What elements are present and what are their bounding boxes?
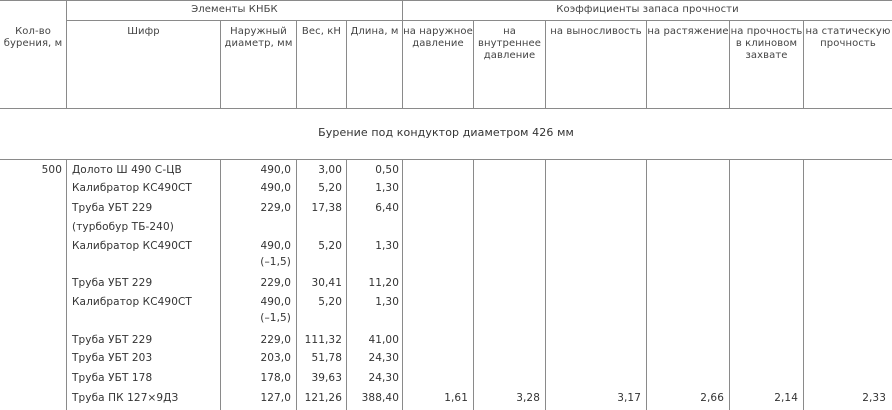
row-diameter: 490,0 (260, 296, 291, 308)
row-length: 1,30 (375, 182, 399, 194)
col-header-wedge: на прочность в клиновом захвате (730, 26, 803, 61)
group-header-knbk: Элементы КНБК (191, 4, 278, 15)
col-header-tension: на растяжение (647, 26, 729, 37)
row-diameter: 203,0 (260, 352, 291, 364)
row-length: 1,30 (375, 296, 399, 308)
col-header-diameter: Наружный диаметр, мм (224, 26, 293, 49)
drilling-amount: 500 (41, 164, 62, 176)
row-k-outer: 1,61 (444, 392, 468, 404)
col-header-length: Длина, м (350, 26, 399, 37)
row-weight: 51,78 (311, 352, 342, 364)
row-diameter: 229,0 (260, 277, 291, 289)
row-code: Труба УБТ 178 (72, 372, 153, 384)
row-code: Калибратор КС490СТ (72, 240, 192, 252)
row-code: Долото Ш 490 С-ЦВ (72, 164, 182, 176)
row-diameter-tolerance: (–1,5) (260, 312, 291, 324)
row-diameter: 229,0 (260, 202, 291, 214)
col-header-code: Шифр (127, 26, 160, 37)
row-diameter: 490,0 (260, 182, 291, 194)
row-diameter: 229,0 (260, 334, 291, 346)
col-divider (729, 160, 730, 410)
col-header-drilling: Кол-во бурения, м (3, 26, 63, 49)
row-length: 24,30 (368, 372, 399, 384)
row-k-tension: 2,66 (700, 392, 724, 404)
header-bottom-border (0, 108, 892, 109)
col-header-outer-pressure: на наружное давление (403, 26, 473, 49)
col-divider (803, 160, 804, 410)
col-divider (402, 0, 403, 108)
col-header-weight: Вес, кН (301, 26, 342, 37)
row-length: 11,20 (368, 277, 399, 289)
col-divider (66, 160, 67, 410)
row-length: 388,40 (361, 392, 399, 404)
section-divider (0, 159, 892, 160)
col-divider (66, 0, 67, 108)
row-weight: 39,63 (311, 372, 342, 384)
row-length: 24,30 (368, 352, 399, 364)
group-header-safety: Коэффициенты запаса прочности (556, 4, 739, 15)
group-header-divider (67, 20, 892, 21)
row-weight: 30,41 (311, 277, 342, 289)
row-diameter: 127,0 (260, 392, 291, 404)
col-divider (402, 160, 403, 410)
row-code: Труба УБТ 203 (72, 352, 153, 364)
row-k-inner: 3,28 (516, 392, 540, 404)
section-title: Бурение под кондуктор диаметром 426 мм (318, 126, 574, 139)
row-diameter: 490,0 (260, 240, 291, 252)
row-k-endurance: 3,17 (617, 392, 641, 404)
col-divider (296, 21, 297, 108)
row-weight: 5,20 (318, 296, 342, 308)
row-length: 1,30 (375, 240, 399, 252)
row-code: (турбобур ТБ-240) (72, 221, 174, 233)
row-weight: 3,00 (318, 164, 342, 176)
col-divider (220, 160, 221, 410)
row-weight: 111,32 (304, 334, 342, 346)
row-code: Калибратор КС490СТ (72, 182, 192, 194)
col-divider (473, 160, 474, 410)
row-code: Труба УБТ 229 (72, 202, 153, 214)
row-diameter: 178,0 (260, 372, 291, 384)
row-weight: 121,26 (304, 392, 342, 404)
table-top-border (0, 0, 892, 1)
row-diameter: 490,0 (260, 164, 291, 176)
row-code: Калибратор КС490СТ (72, 296, 192, 308)
col-divider (646, 160, 647, 410)
row-length: 6,40 (375, 202, 399, 214)
row-length: 41,00 (368, 334, 399, 346)
row-weight: 5,20 (318, 240, 342, 252)
row-code: Труба УБТ 229 (72, 277, 153, 289)
col-divider (545, 160, 546, 410)
row-diameter-tolerance: (–1,5) (260, 256, 291, 268)
col-header-static: на статическую прочность (805, 26, 891, 49)
row-length: 0,50 (375, 164, 399, 176)
row-code: Труба УБТ 229 (72, 334, 153, 346)
row-code: Труба ПК 127×9ДЗ (72, 392, 179, 404)
col-header-endurance: на выносливость (550, 26, 642, 37)
row-k-static: 2,33 (862, 392, 886, 404)
row-weight: 5,20 (318, 182, 342, 194)
col-header-inner-pressure: на внутреннее давление (477, 26, 542, 61)
row-weight: 17,38 (311, 202, 342, 214)
row-k-wedge: 2,14 (774, 392, 798, 404)
